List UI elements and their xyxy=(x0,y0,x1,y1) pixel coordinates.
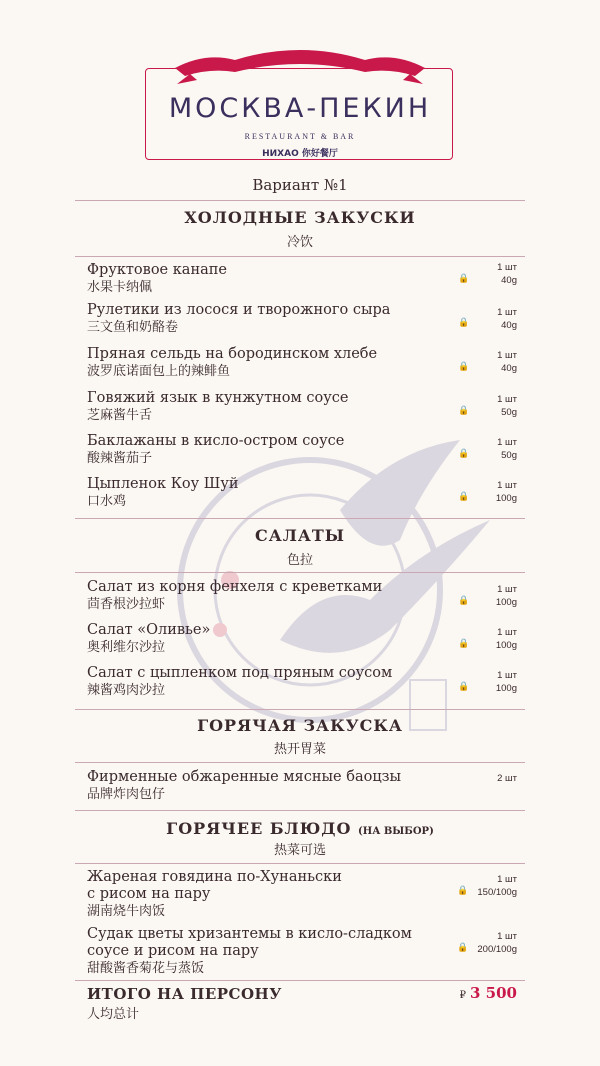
item-name-ru: Салат из корня фенхеля с креветками xyxy=(87,579,383,595)
menu-item xyxy=(87,302,517,337)
section-subtitle-salads: 色拉 xyxy=(286,553,313,568)
menu-variant: Вариант №1 xyxy=(252,176,348,194)
item-qty: 1 шт xyxy=(497,262,517,273)
item-weight: 100g xyxy=(495,596,517,608)
total-label-cn: 人均总计 xyxy=(87,1007,140,1022)
item-name-cn: 茴香根沙拉虾 xyxy=(87,597,166,612)
item-portion xyxy=(497,262,517,287)
total-price-value: 3 500 xyxy=(470,984,517,1002)
item-portion xyxy=(496,670,517,695)
item-name-ru: Говяжий язык в кунжутном соусе xyxy=(87,390,349,406)
item-weight: 100g xyxy=(495,682,517,694)
lock-weight-icon: 🔒 xyxy=(458,274,470,284)
item-portion xyxy=(477,931,517,956)
divider xyxy=(75,200,525,201)
item-name-ru: Фруктовое канапе xyxy=(87,262,228,278)
item-weight: 40g xyxy=(501,274,517,286)
lock-weight-icon: 🔒 xyxy=(458,318,470,328)
item-qty: 1 шт xyxy=(497,670,517,681)
section-title-hot-snack: ГОРЯЧАЯ ЗАКУСКА xyxy=(197,716,403,735)
item-name-ru: Фирменные обжаренные мясные баоцзы xyxy=(87,769,402,785)
restaurant-logo xyxy=(145,38,455,162)
item-qty: 1 шт xyxy=(497,394,517,405)
item-qty: 1 шт xyxy=(497,437,517,448)
item-portion xyxy=(496,480,517,505)
menu-item xyxy=(87,262,517,297)
item-name-ru: Пряная сельдь на бородинском хлебе xyxy=(87,346,378,362)
divider xyxy=(75,256,525,257)
item-qty: 1 шт xyxy=(497,307,517,318)
hot-dish-note: (НА ВЫБОР) xyxy=(358,826,434,837)
item-weight: 50g xyxy=(501,406,517,418)
item-name-cn: 芝麻酱牛舌 xyxy=(87,408,153,423)
item-name-cn: 三文鱼和奶酪卷 xyxy=(87,320,179,335)
item-name-cn: 酸辣酱茄子 xyxy=(87,451,153,466)
item-weight: 100g xyxy=(495,492,517,504)
item-name-ru: Судак цветы хризантемы в кисло-сладком соусе и рисом на пару xyxy=(87,926,412,959)
menu-item xyxy=(87,476,517,511)
total-price xyxy=(460,984,517,1002)
item-qty: 1 шт xyxy=(497,584,517,595)
menu-item xyxy=(87,869,517,921)
menu-item xyxy=(87,926,517,978)
lock-weight-icon: 🔒 xyxy=(458,596,470,606)
currency-symbol: ₽ xyxy=(459,990,467,1001)
item-qty: 1 шт xyxy=(497,480,517,491)
item-name-cn: 辣酱鸡肉沙拉 xyxy=(87,683,166,698)
item-name-ru: Жареная говядина по-Хунаньски с рисом на пару xyxy=(87,869,342,902)
item-name-cn: 甜酸酱香菊花与蒸饭 xyxy=(87,961,205,976)
item-qty: 1 шт xyxy=(497,931,517,942)
item-weight: 100g xyxy=(495,639,517,651)
divider xyxy=(75,863,525,864)
item-qty: 1 шт xyxy=(497,627,517,638)
item-name-ru: Салат с цыпленком под пряным соусом xyxy=(87,665,393,681)
divider xyxy=(75,572,525,573)
logo-brand: НИХАО 你好餐厅 xyxy=(262,149,338,159)
total-label: ИТОГО НА ПЕРСОНУ xyxy=(87,985,282,1003)
ribbon-icon xyxy=(175,38,425,88)
item-weight: 50g xyxy=(501,449,517,461)
item-portion xyxy=(477,874,517,899)
section-subtitle-hot-dish: 热菜可选 xyxy=(273,843,326,858)
lock-weight-icon: 🔒 xyxy=(457,886,469,896)
item-portion xyxy=(496,627,517,652)
lock-weight-icon: 🔒 xyxy=(458,492,470,502)
item-portion xyxy=(497,773,517,786)
divider xyxy=(75,762,525,763)
divider xyxy=(75,810,525,811)
item-name-cn: 奥利维尔沙拉 xyxy=(87,640,166,655)
item-portion xyxy=(497,350,517,375)
item-weight: 40g xyxy=(501,362,517,374)
section-subtitle-cold: 冷饮 xyxy=(286,235,313,250)
item-name-ru: Салат «Оливье» xyxy=(87,622,211,638)
divider xyxy=(75,518,525,519)
logo-title: МОСКВА-ПЕКИН xyxy=(168,93,432,124)
divider xyxy=(75,709,525,710)
section-subtitle-hot-snack: 热开胃菜 xyxy=(273,742,326,757)
menu-item xyxy=(87,665,517,700)
lock-weight-icon: 🔒 xyxy=(458,406,470,416)
item-weight: 200/100g xyxy=(477,943,517,955)
item-portion xyxy=(496,584,517,609)
item-qty: 1 шт xyxy=(497,350,517,361)
item-portion xyxy=(497,394,517,419)
menu-item xyxy=(87,433,517,468)
lock-weight-icon: 🔒 xyxy=(458,639,470,649)
item-portion xyxy=(497,437,517,462)
menu-item xyxy=(87,622,517,657)
section-title-hot-dish xyxy=(0,819,600,838)
menu-item xyxy=(87,346,517,381)
menu-item xyxy=(87,769,517,804)
item-name-ru: Баклажаны в кисло-остром соусе xyxy=(87,433,345,449)
item-portion xyxy=(497,307,517,332)
item-name-cn: 波罗底诺面包上的辣鲱鱼 xyxy=(87,364,231,379)
item-weight: 150/100g xyxy=(477,886,517,898)
item-name-cn: 口水鸡 xyxy=(87,494,127,509)
item-qty: 2 шт xyxy=(497,773,517,784)
menu-item xyxy=(87,390,517,425)
hot-dish-title: ГОРЯЧЕЕ БЛЮДО xyxy=(166,819,352,838)
item-name-ru: Цыпленок Коу Шуй xyxy=(87,476,239,492)
lock-weight-icon: 🔒 xyxy=(457,943,469,953)
lock-weight-icon: 🔒 xyxy=(458,449,470,459)
divider xyxy=(75,980,525,981)
logo-subtitle: RESTAURANT & BAR xyxy=(244,132,356,141)
section-title-salads: САЛАТЫ xyxy=(254,526,346,545)
item-weight: 40g xyxy=(501,319,517,331)
lock-weight-icon: 🔒 xyxy=(458,682,470,692)
item-name-ru: Рулетики из лосося и творожного сыра xyxy=(87,302,391,318)
item-name-cn: 水果卡纳佩 xyxy=(87,280,153,295)
lock-weight-icon: 🔒 xyxy=(458,362,470,372)
section-title-cold: ХОЛОДНЫЕ ЗАКУСКИ xyxy=(184,208,416,227)
item-name-cn: 湖南烧牛肉饭 xyxy=(87,904,166,919)
menu-item xyxy=(87,579,517,614)
item-name-cn: 品牌炸肉包仔 xyxy=(87,787,166,802)
item-qty: 1 шт xyxy=(497,874,517,885)
